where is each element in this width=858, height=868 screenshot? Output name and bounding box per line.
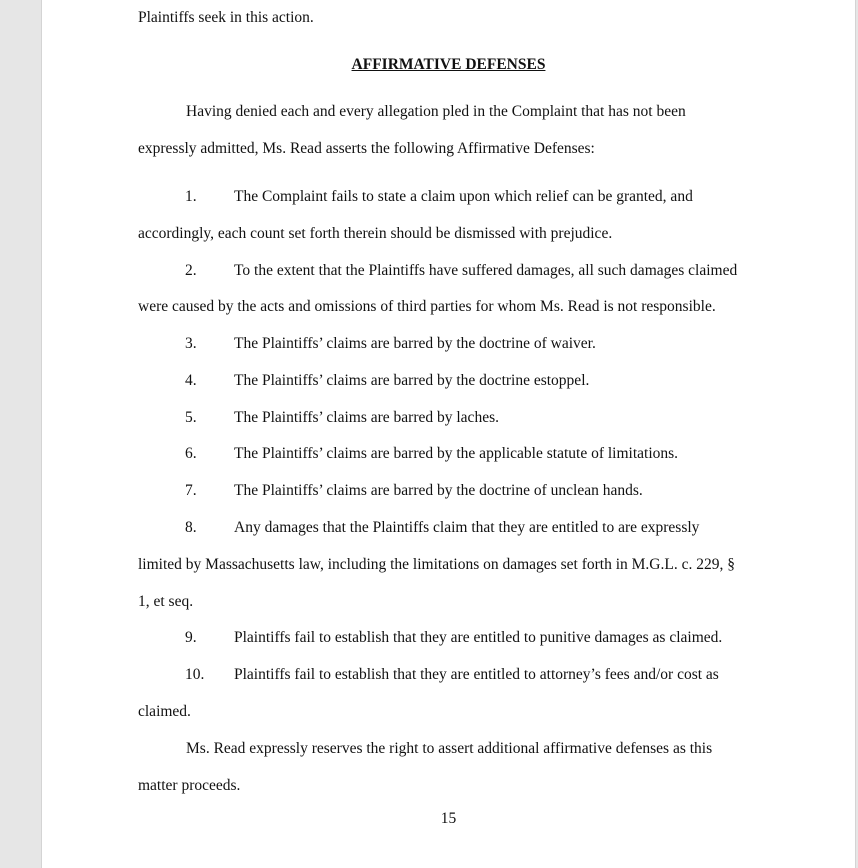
defense-number: 5. (185, 409, 197, 426)
defense-text-line: Plaintiffs fail to establish that they are entitled to punitive damages as claimed. (234, 629, 723, 646)
closing-paragraph-line-1: Ms. Read expressly reserves the right to assert additional affirmative defenses as this (186, 740, 713, 757)
defense-text-line: limited by Massachusetts law, including the limitations on damages set forth in M.G.L. c. 229, § (138, 556, 735, 573)
defense-text-line: The Plaintiffs’ claims are barred by the doctrine of unclean hands. (234, 482, 643, 499)
defense-text-line: To the extent that the Plaintiffs have suffered damages, all such damages claimed (234, 262, 738, 279)
defense-text-line: 1, et seq. (138, 593, 194, 610)
defense-number: 7. (185, 482, 197, 499)
closing-paragraph-line-2: matter proceeds. (138, 777, 241, 794)
continuation-text: Plaintiffs seek in this action. (138, 9, 314, 26)
defense-text-line: Any damages that the Plaintiffs claim that they are entitled to are expressly (234, 519, 700, 536)
defense-number: 4. (185, 372, 197, 389)
defense-text-line: The Plaintiffs’ claims are barred by the applicable statute of limitations. (234, 445, 679, 462)
defense-text-line: were caused by the acts and omissions of third parties for whom Ms. Read is not responsible. (138, 298, 716, 315)
page-number: 15 (440, 810, 457, 827)
document-page (41, 0, 856, 868)
defense-text-line: The Plaintiffs’ claims are barred by the doctrine estoppel. (234, 372, 590, 389)
defense-number: 1. (185, 188, 197, 205)
defense-text-line: accordingly, each count set forth therein should be dismissed with prejudice. (138, 225, 613, 242)
defense-number: 6. (185, 445, 197, 462)
defense-number: 9. (185, 629, 197, 646)
defense-number: 3. (185, 335, 197, 352)
defense-text-line: The Plaintiffs’ claims are barred by the doctrine of waiver. (234, 335, 596, 352)
intro-paragraph-line-2: expressly admitted, Ms. Read asserts the following Affirmative Defenses: (138, 140, 595, 157)
defense-text-line: claimed. (138, 703, 191, 720)
intro-paragraph-line-1: Having denied each and every allegation pled in the Complaint that has not been (186, 103, 686, 120)
defense-text-line: The Complaint fails to state a claim upon which relief can be granted, and (234, 188, 693, 205)
defense-number: 10. (185, 666, 205, 683)
defense-text-line: The Plaintiffs’ claims are barred by laches. (234, 409, 499, 426)
defense-number: 8. (185, 519, 197, 536)
section-heading: AFFIRMATIVE DEFENSES (351, 56, 546, 73)
defense-text-line: Plaintiffs fail to establish that they are entitled to attorney’s fees and/or cost as (234, 666, 719, 683)
defense-number: 2. (185, 262, 197, 279)
